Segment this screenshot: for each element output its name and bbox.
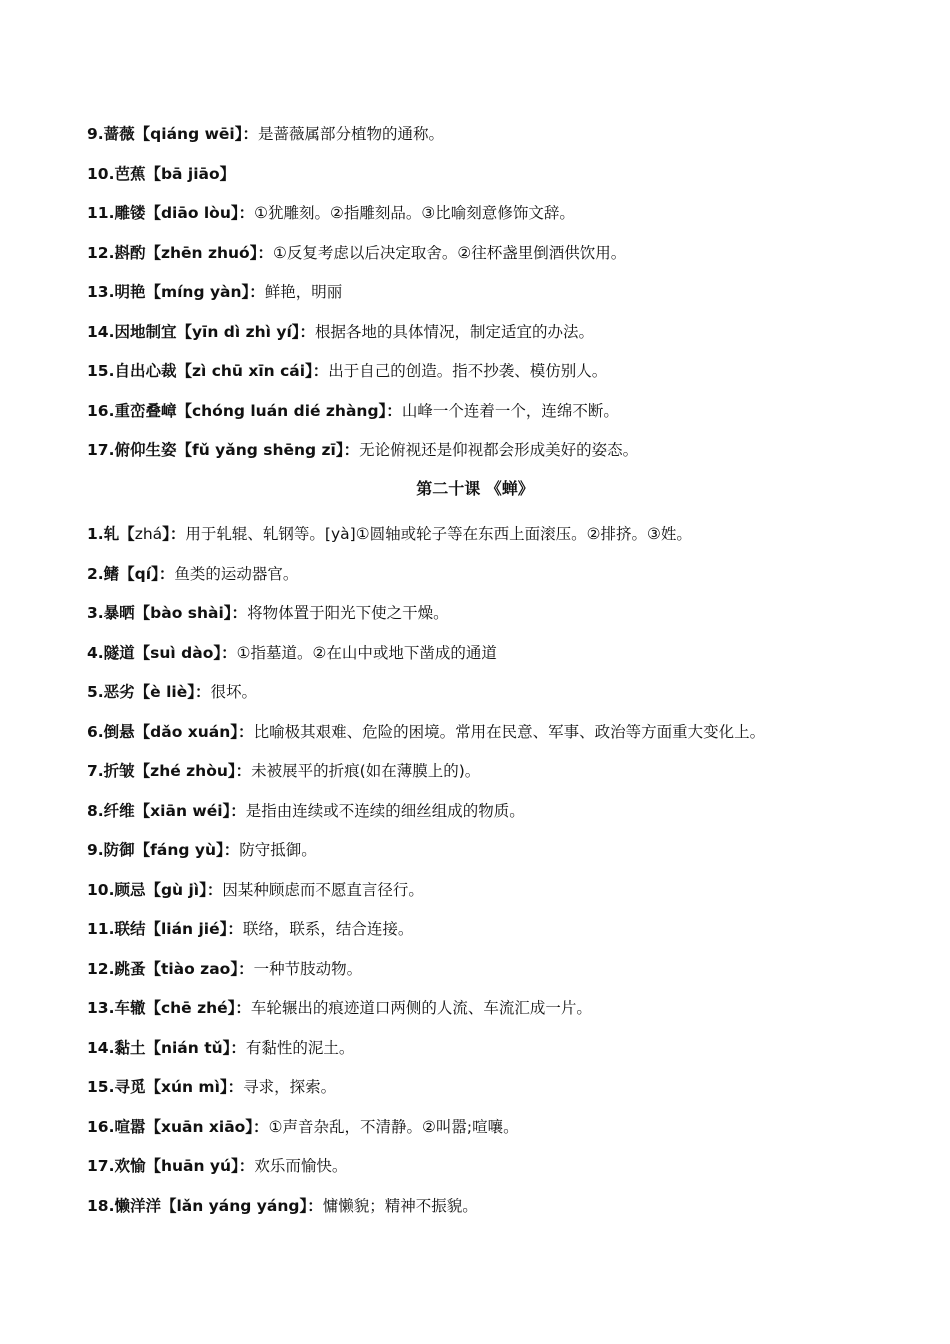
vocab-definition: 是指由连续或不连续的细丝组成的物质。: [245, 801, 525, 820]
vocab-definition: 因某种顾虑而不愿直言径行。: [222, 880, 424, 899]
vocab-definition: 根据各地的具体情况，制定适宜的办法。: [315, 322, 595, 341]
vocab-entry: [87, 871, 917, 911]
vocab-list-lesson-20: [87, 515, 917, 1226]
vocab-definition: ①反复考虑以后决定取舍。②往杯盏里倒酒供饮用。: [272, 243, 627, 262]
vocab-entry: [87, 392, 917, 432]
vocab-entry: [87, 792, 917, 832]
vocab-term: 12.斟酌【zhēn zhuó】：: [87, 243, 273, 262]
vocab-entry: [87, 1029, 917, 1069]
vocab-entry: [87, 634, 917, 674]
vocab-term: 17.欢愉【huān yú】：: [87, 1157, 255, 1175]
vocab-term: 10.顾忌【gù jì】：: [87, 880, 223, 899]
vocab-term: 8.纤维【xiān wéi】：: [87, 801, 246, 820]
vocab-definition: ①声音杂乱，不清静。②叫嚣;喧嚷。: [268, 1117, 519, 1136]
vocab-term: 3.暴晒【bào shài】：: [87, 604, 248, 622]
vocab-entry: [87, 950, 917, 990]
vocab-entry: [87, 431, 917, 471]
vocab-term: 14.黏土【nián tǔ】：: [87, 1038, 246, 1057]
vocab-definition: 防守抵御。: [239, 841, 317, 859]
vocab-definition: 出于自己的创造。指不抄袭、模仿别人。: [328, 362, 608, 380]
vocab-term: 15.寻觅【xún mì】：: [87, 1078, 244, 1096]
vocab-term: 5.恶劣【è liè】：: [87, 683, 211, 701]
vocab-term: 11.雕镂【diāo lòu】：: [87, 204, 255, 222]
vocab-definition: ①指墓道。②在山中或地下凿成的通道: [236, 643, 497, 662]
vocab-entry: [87, 194, 917, 234]
vocab-entry: [87, 910, 917, 950]
vocab-term: 11.联结【lián jié】：: [87, 920, 243, 938]
vocab-definition: 车轮辗出的痕迹道口两侧的人流、车流汇成一片。: [250, 999, 592, 1017]
vocab-definition: ①犹雕刻。②指雕刻品。③比喻刻意修饰文辞。: [254, 204, 575, 222]
vocab-definition: 寻求，探索。: [243, 1078, 337, 1096]
vocab-term: 16.喧嚣【xuān xiāo】：: [87, 1117, 269, 1136]
vocab-term-close: 】：: [162, 525, 186, 543]
vocab-entry: [87, 273, 917, 313]
vocab-term: 1.轧【: [87, 525, 135, 543]
vocab-entry: [87, 1108, 917, 1148]
vocab-definition: 山峰一个连着一个，连绵不断。: [401, 401, 619, 420]
vocab-term: 10.芭蕉【bā jiāo】: [87, 164, 236, 183]
vocab-entry: [87, 1068, 917, 1108]
vocab-term: 9.防御【fáng yù】：: [87, 841, 240, 859]
vocab-entry: [87, 515, 917, 555]
vocab-term: 16.重峦叠嶂【chóng luán dié zhàng】：: [87, 401, 402, 420]
vocab-term: 13.车辙【chē zhé】：: [87, 999, 251, 1017]
vocab-definition: 慵懒貌；精神不振貌。: [322, 1196, 478, 1215]
vocab-entry: [87, 352, 917, 392]
vocab-entry: [87, 115, 917, 155]
vocab-definition: 联络，联系，结合连接。: [242, 920, 414, 938]
vocab-entry: [87, 752, 917, 792]
vocab-entry: [87, 1187, 917, 1227]
vocab-term: 12.跳蚤【tiào zao】：: [87, 959, 254, 978]
vocab-entry: [87, 155, 917, 195]
vocab-definition: 鱼类的运动器官。: [174, 564, 299, 583]
vocab-definition: 很坏。: [210, 683, 257, 701]
vocab-pinyin: zhá: [134, 525, 163, 543]
vocab-term: 18.懒洋洋【lǎn yáng yáng】：: [87, 1196, 323, 1215]
vocab-term: 13.明艳【míng yàn】：: [87, 283, 265, 301]
vocab-definition: 无论俯视还是仰视都会形成美好的姿态。: [359, 441, 639, 459]
vocab-entry: [87, 234, 917, 274]
vocab-entry: [87, 313, 917, 353]
vocab-definition: 鲜艳，明丽: [264, 283, 343, 301]
vocab-definition: 用于轧辊、轧钢等。[yà]①圆轴或轮子等在东西上面滚压。②排挤。③姓。: [185, 525, 692, 543]
vocab-entry: [87, 989, 917, 1029]
vocab-definition: 有黏性的泥土。: [245, 1038, 355, 1057]
vocab-definition: 一种节肢动物。: [253, 959, 363, 978]
vocab-definition: 是蔷薇属部分植物的通称。: [257, 125, 444, 143]
vocab-list-previous-lesson: [87, 115, 917, 471]
vocab-term: 2.鳍【qí】：: [87, 564, 175, 583]
vocab-term: 6.倒悬【dǎo xuán】：: [87, 722, 254, 741]
vocab-term: 9.蔷薇【qiáng wēi】：: [87, 125, 258, 143]
vocab-definition: 欢乐而愉快。: [254, 1157, 348, 1175]
lesson-title: 第二十课 《蝉》: [416, 479, 534, 498]
vocab-entry: [87, 831, 917, 871]
vocab-definition: 将物体置于阳光下使之干燥。: [247, 604, 449, 622]
vocab-entry: [87, 673, 917, 713]
vocab-term: 17.俯仰生姿【fǔ yǎng shēng zī】：: [87, 441, 360, 459]
vocab-definition: 未被展平的折痕(如在薄膜上的)。: [251, 762, 481, 780]
vocab-term: 14.因地制宜【yīn dì zhì yí】：: [87, 322, 316, 341]
vocab-definition: 比喻极其艰难、危险的困境。常用在民意、军事、政治等方面重大变化上。: [253, 722, 766, 741]
vocab-term: 15.自出心裁【zì chū xīn cái】：: [87, 362, 329, 380]
vocab-entry: [87, 594, 917, 634]
vocab-entry: [87, 555, 917, 595]
vocab-term: 7.折皱【zhé zhòu】：: [87, 762, 252, 780]
vocab-entry: [87, 713, 917, 753]
vocab-term: 4.隧道【suì dào】：: [87, 643, 237, 662]
vocab-entry: [87, 1147, 917, 1187]
